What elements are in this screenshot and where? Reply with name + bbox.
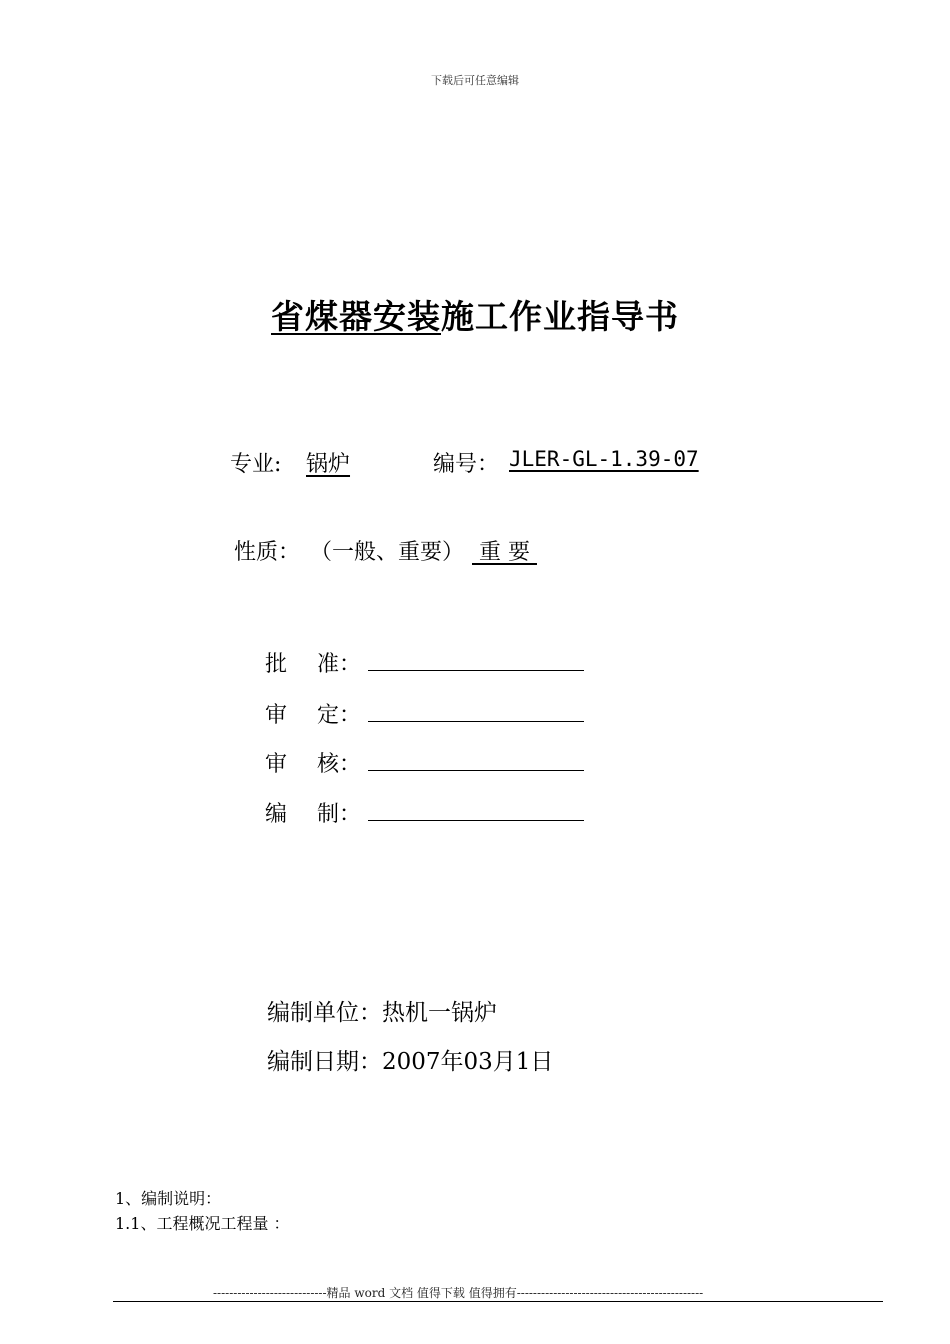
compiling-date: 编制日期：2007年03月1日 bbox=[267, 1049, 554, 1075]
signature-review-char2: 定： bbox=[317, 703, 362, 728]
major-value: 锅炉 bbox=[306, 452, 351, 477]
signature-author bbox=[265, 797, 361, 828]
nature-value: 重 要 bbox=[472, 540, 537, 565]
signature-approve bbox=[265, 647, 361, 678]
signature-author-char2: 制： bbox=[317, 802, 362, 827]
signature-check-char2: 核： bbox=[317, 752, 362, 777]
signature-check-line bbox=[368, 770, 584, 771]
signature-approve-char2: 准： bbox=[317, 652, 362, 677]
nature-options: （一般、重要） bbox=[310, 540, 465, 565]
code-value: JLER-GL-1.39-07 bbox=[509, 447, 699, 471]
signature-approve-char1: 批 bbox=[265, 652, 288, 677]
title-underlined: 省煤器安装 bbox=[271, 297, 441, 336]
title-rest: 施工作业指导书 bbox=[441, 297, 679, 336]
compiling-unit: 编制单位：热机一锅炉 bbox=[267, 1000, 497, 1026]
section-1-heading: 1、编制说明： bbox=[115, 1189, 222, 1208]
signature-review-line bbox=[368, 721, 584, 722]
footer-text: ----------------------------精品 word 文档 值得下载 值得拥有---------------------------------------------- bbox=[213, 1286, 704, 1300]
code-label: 编号： bbox=[433, 452, 500, 477]
footer-rule bbox=[113, 1301, 883, 1302]
header-note: 下载后可任意编辑 bbox=[431, 74, 519, 87]
major-label: 专业: bbox=[230, 452, 282, 477]
nature-label: 性质： bbox=[234, 540, 301, 565]
signature-review-char1: 审 bbox=[265, 703, 288, 728]
section-1-1-heading: 1.1、工程概况工程量 ： bbox=[115, 1214, 290, 1233]
signature-author-line bbox=[368, 820, 584, 821]
signature-check-char1: 审 bbox=[265, 752, 288, 777]
document-title bbox=[0, 291, 950, 338]
signature-approve-line bbox=[368, 670, 584, 671]
signature-review bbox=[265, 698, 361, 729]
signature-check bbox=[265, 747, 361, 778]
signature-author-char1: 编 bbox=[265, 802, 288, 827]
